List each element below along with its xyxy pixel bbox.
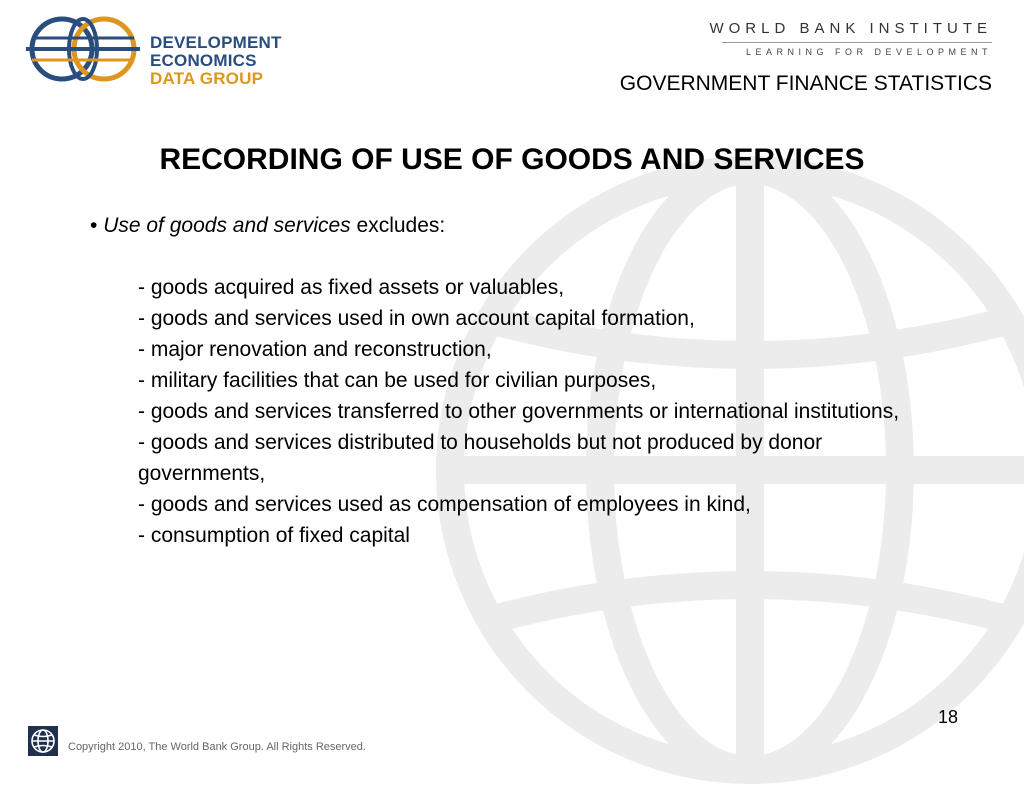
page-number: 18 bbox=[938, 707, 959, 727]
logo-line-1: DEVELOPMENT ECONOMICS bbox=[150, 33, 282, 70]
slide-content bbox=[90, 210, 950, 551]
bullet-line bbox=[90, 210, 950, 241]
bullet-text: excludes: bbox=[356, 214, 446, 237]
list-item: - goods and services transferred to other governments or international institutions, bbox=[138, 400, 900, 423]
wbi-divider bbox=[722, 42, 992, 43]
copyright-notice: Copyright 2010, The World Bank Group. All Rights Reserved. bbox=[68, 741, 366, 753]
list-item: - consumption of fixed capital bbox=[138, 524, 410, 547]
slide-title: RECORDING OF USE OF GOODS AND SERVICES bbox=[159, 143, 865, 176]
bullet-marker: • bbox=[90, 214, 98, 237]
list-item: - goods and services distributed to households but not produced by donor governments, bbox=[138, 431, 823, 485]
world-bank-globe-icon bbox=[28, 726, 58, 756]
wbi-title: WORLD BANK INSTITUTE bbox=[709, 20, 992, 37]
section-title: GOVERNMENT FINANCE STATISTICS bbox=[619, 72, 992, 95]
list-item: - major renovation and reconstruction, bbox=[138, 338, 492, 361]
list-item: - goods and services used as compensation of employees in kind, bbox=[138, 493, 751, 516]
deg-globe-icon bbox=[22, 14, 144, 84]
list-item: - goods acquired as fixed assets or valuables, bbox=[138, 276, 565, 299]
world-bank-institute-logo bbox=[709, 20, 992, 57]
list-item: - goods and services used in own account capital formation, bbox=[138, 307, 695, 330]
bullet-italic-term: Use of goods and services bbox=[103, 214, 351, 237]
list-item: - military facilities that can be used for civilian purposes, bbox=[138, 369, 657, 392]
wbi-subtitle: LEARNING FOR DEVELOPMENT bbox=[745, 47, 992, 57]
logo-line-2: DATA GROUP bbox=[150, 69, 264, 88]
exclusion-list bbox=[90, 272, 950, 551]
development-economics-logo bbox=[22, 14, 362, 88]
